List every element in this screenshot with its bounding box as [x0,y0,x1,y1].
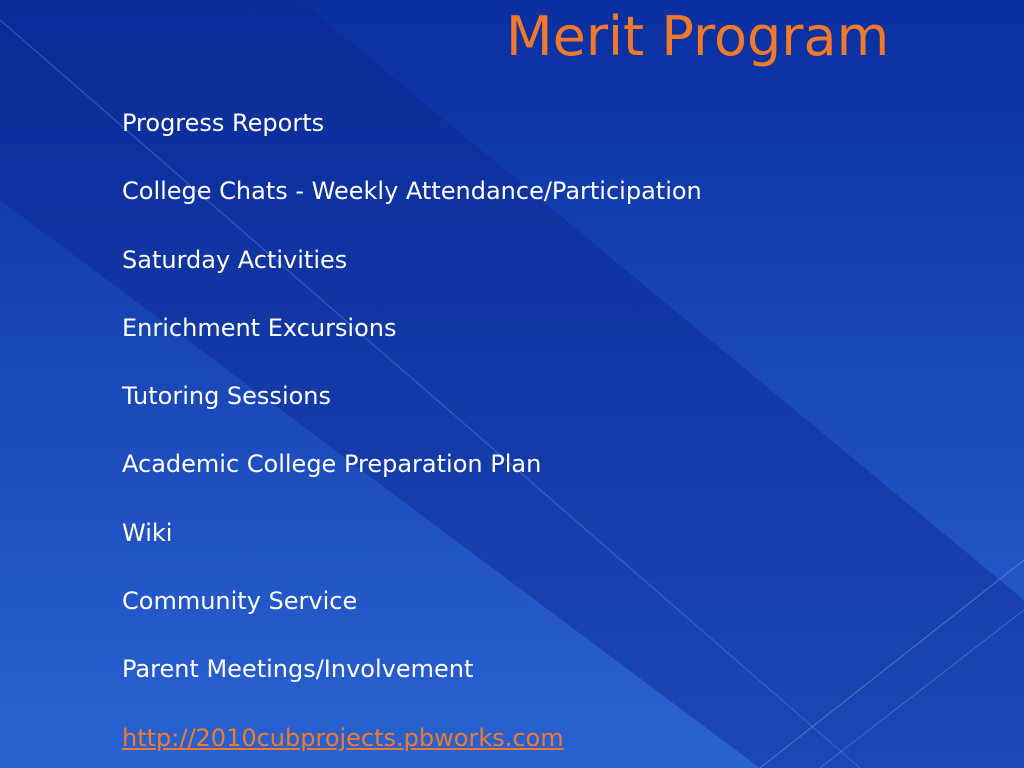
list-item: Community Service [122,587,358,616]
list-item: Wiki [122,518,173,547]
list-item: Parent Meetings/Involvement [122,655,474,684]
website-link[interactable]: http://2010cubprojects.pbworks.com [122,723,564,752]
bullet-list [122,106,702,768]
list-item: Progress Reports [122,109,325,137]
slide-title: Merit Program [506,5,890,68]
list-item: College Chats - Weekly Attendance/Participation [122,177,702,206]
list-item: Saturday Activities [122,245,348,274]
list-item: Tutoring Sessions [122,382,332,411]
list-item: Enrichment Excursions [122,313,397,342]
website-link-item [122,721,702,768]
list-item: Academic College Preparation Plan [122,450,542,479]
